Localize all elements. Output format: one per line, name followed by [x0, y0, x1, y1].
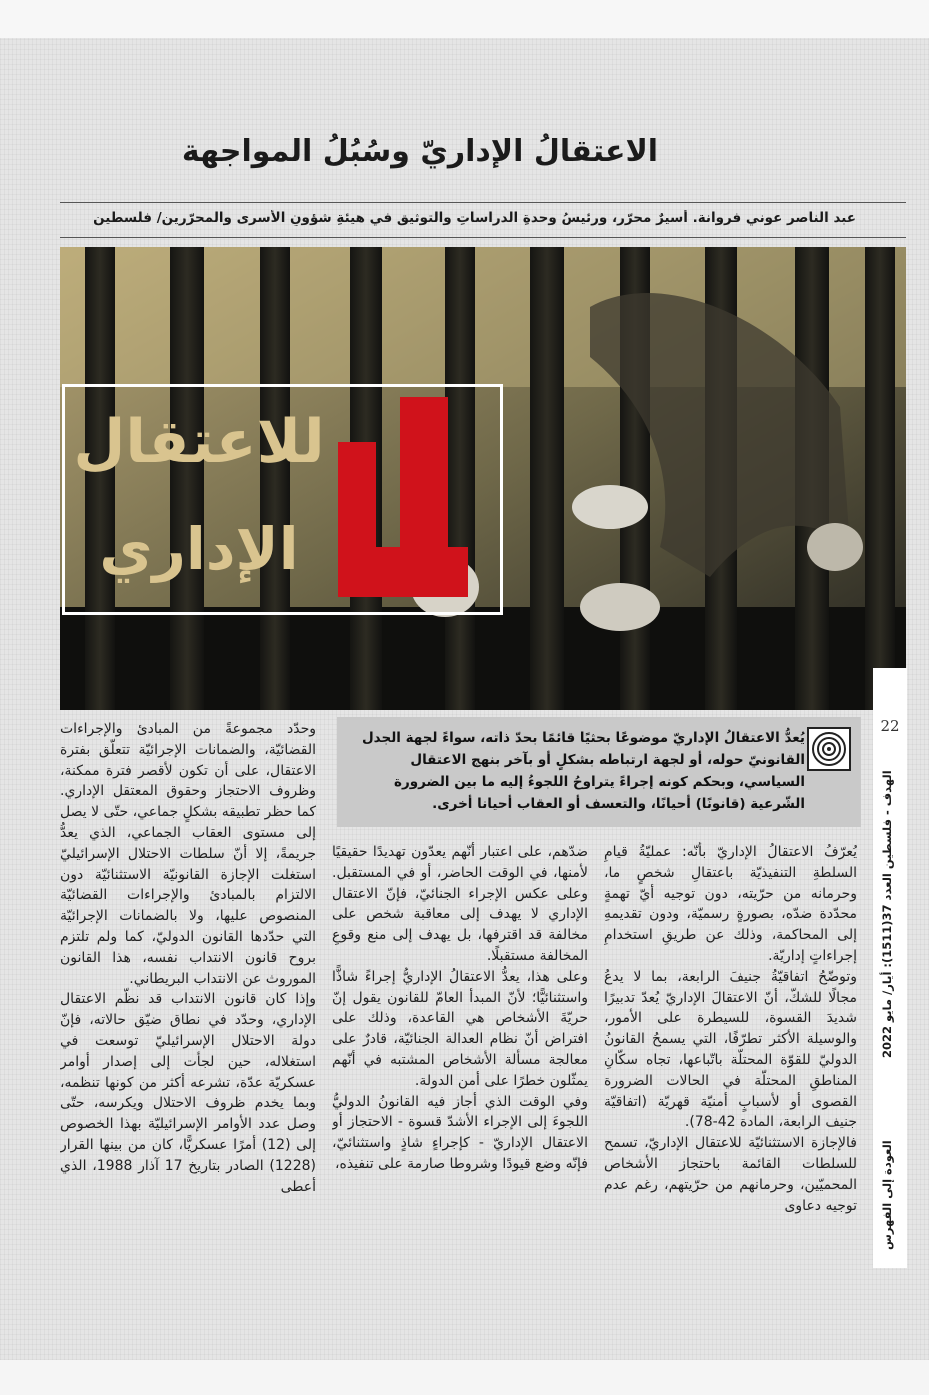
- laa-red-glyph: [338, 397, 468, 597]
- hand-left: [572, 485, 648, 529]
- pull-quote-text: يُعدُّ الاعتقالُ الإداريّ موضوعًا بحثيًا قائمًا بحدّ ذاته، سواءً لجهة الجدل القانونيّ حوله، أو لجهة ارتباطه بشكلٍ أو بآخر بنهج الاعتقال السياسي، وبحكم كونه إجراءً يتراوحُ اللجوءُ إليه ما بين الضرورة الشّرعية (قانونًا) أحيانًا، والتعسف أو العقاب أحيانا أخرى.: [361, 730, 805, 812]
- target-icon: [807, 727, 851, 771]
- title-divider: [60, 202, 906, 203]
- pull-quote-box: [337, 717, 861, 827]
- text-column-3: [60, 719, 316, 1267]
- back-to-index-link[interactable]: العودة إلى الفهرس: [880, 1140, 894, 1250]
- text-column-1: [604, 842, 857, 1258]
- top-margin: [0, 0, 929, 38]
- bottom-margin: [0, 1360, 929, 1395]
- paragraph: وفي الوقت الذي أجاز فيه القانونُ الدوليُّ اللجوءَ إلى الإجراء الأشدّ قسوة - الاحتجاز أو الاعتقال الإداريّ - كإجراءٍ شاذٍ واستثنائيّ، فإنّه وضع قيودًا وشروطا صارمة على تنفيذه،: [332, 1093, 588, 1172]
- issue-info: الهدف - فلسطين العدد 37(1511): أيار/ مايو 2022: [880, 770, 894, 1058]
- paragraph: يُعرّفُ الاعتقالُ الإداريّ بأنّه: عمليّةُ قيامِ السلطةِ التنفيذيّة باعتقالِ شخصٍ ما، وحرمانه من حرّيته، دون توجيه أيّ تهمةٍ محدّدة ضدّه، بصورةٍ رسميّة، ودون تقديمهِ إلى المحاكمة، وذلك عن طريقِ استخدامِ إجراءاتٍ إداريّة.: [604, 844, 857, 964]
- slogan-word-2: الإداري: [99, 515, 299, 583]
- hero-image: [60, 247, 906, 710]
- author-line: عبد الناصر عوني فروانة. أسيرٌ محرّر، ورئيسُ وحدةِ الدراساتِ والتوثيقِ في هيئةِ شؤونِ الأسرى والمحرّرين/ فلسطين: [93, 210, 856, 226]
- paragraph: ضدّهم، على اعتبار أنّهم يعدّون تهديدًا حقيقيًا لأمنها، في الوقت الحاضر، أو في المستقبل. وعلى عكس الإجراء الجنائيّ، فإنّ الاعتقال الإداري لا يهدف إلى معاقبة شخص على مخالفة قد اقترفها، بل يهدف إلى منع وقوعِ المخالفة مستقبلًا.: [332, 844, 588, 964]
- slogan-word-1: للاعتقال: [73, 407, 325, 477]
- page-number: 22: [880, 717, 900, 735]
- paragraph: وإذا كان قانون الانتداب قد نظّم الاعتقال الإداري، وحدّد في نطاق ضيّق حالاته، فإنّ دولة الاحتلال الإسرائيليّ توسعت في استغلاله، حين لجأت إلى إصدار أوامر عسكريّة عدّة، تشرعه أكثر من كونها تنظمه، وبما يخدم ظروف الاحتلال ويكرسه، حتّى وصل عدد الأوامر الإسرائيليّة بهذا الخصوص إلى (12) أمرًا عسكريًّا، كان من بينها القرار (1228) الصادر بتاريخ 17 آذار 1988، الذي أعطى: [60, 991, 316, 1195]
- paragraph: فالإجازة الاستثنائيّة للاعتقال الإداريّ، تسمح للسلطات القائمة باحتجاز الأشخاص المحميّين، وحرمانهم من حرّيتهم، رغم عدم توجيه دعاوى: [604, 1135, 857, 1214]
- paragraph: وتوضّحُ اتفاقيّةُ جنيفَ الرابعة، بما لا يدعُ مجالًا للشكّ، أنّ الاعتقالَ الإداريّ يُعدّ تدبيرًا شديدَ القسوة، للسيطرة على الأمور، والوسيلة الأكثر تطرّفًا، التي يسمحُ القانونُ الدوليّ للقوّة المحتلّة باتّباعها، تجاه سكّانِ المناطقِ المحتلّة في الحالات الضرورة القصوى أو لأسبابٍ أمنيّة قهريّة (اتفاقيّة جنيف الرابعة، المادة 42-78).: [604, 968, 857, 1131]
- text-column-2: [332, 842, 588, 1262]
- article-title: الاعتقالُ الإداريّ وسُبُلُ المواجهة: [181, 134, 659, 169]
- paragraph: وحدّد مجموعةً من المبادئ والإجراءات القضائيّة، والضمانات الإجرائيّة تتعلّق بفترة الاعتقال، على أن تكون لأقصر فترة ممكنة، وظروف الاحتجاز وحقوق المعتقل الإداري. كما حظر تطبيقه بشكلٍ جماعي، حتّى لا يصل إلى مستوى العقاب الجماعي، الذي يعدُّ جريمةً، إلا أنّ سلطات الاحتلال الإسرائيليّ استغلت الإجازة القانونيّة الاستثنائيّة دون الالتزام بالمبادئ والإجراءات القضائيّة المنصوص عليها، ولا بالضمانات الإجرائيّة التي حدّدها القانون الدوليّ، كما ولم تلتزم بروح قانون الانتداب نفسه، هذا القانون الموروث عن الانتداب البريطاني.: [60, 721, 316, 987]
- paragraph: وعلى هذا، يعدُّ الاعتقالُ الإداريُّ إجراءً شاذًّا واستثنائيًّا؛ لأنّ المبدأ العامّ للقانون يقول إنّ حريّةَ الأشخاص هي القاعدة، وذلك على افتراض أنّ نظام العدالة الجنائيّة، قادرٌ على معالجة مسألة الأشخاص المشتبه في أنّهم يمثّلون خطرًا على أمن الدولة.: [332, 968, 588, 1089]
- author-divider: [60, 237, 906, 238]
